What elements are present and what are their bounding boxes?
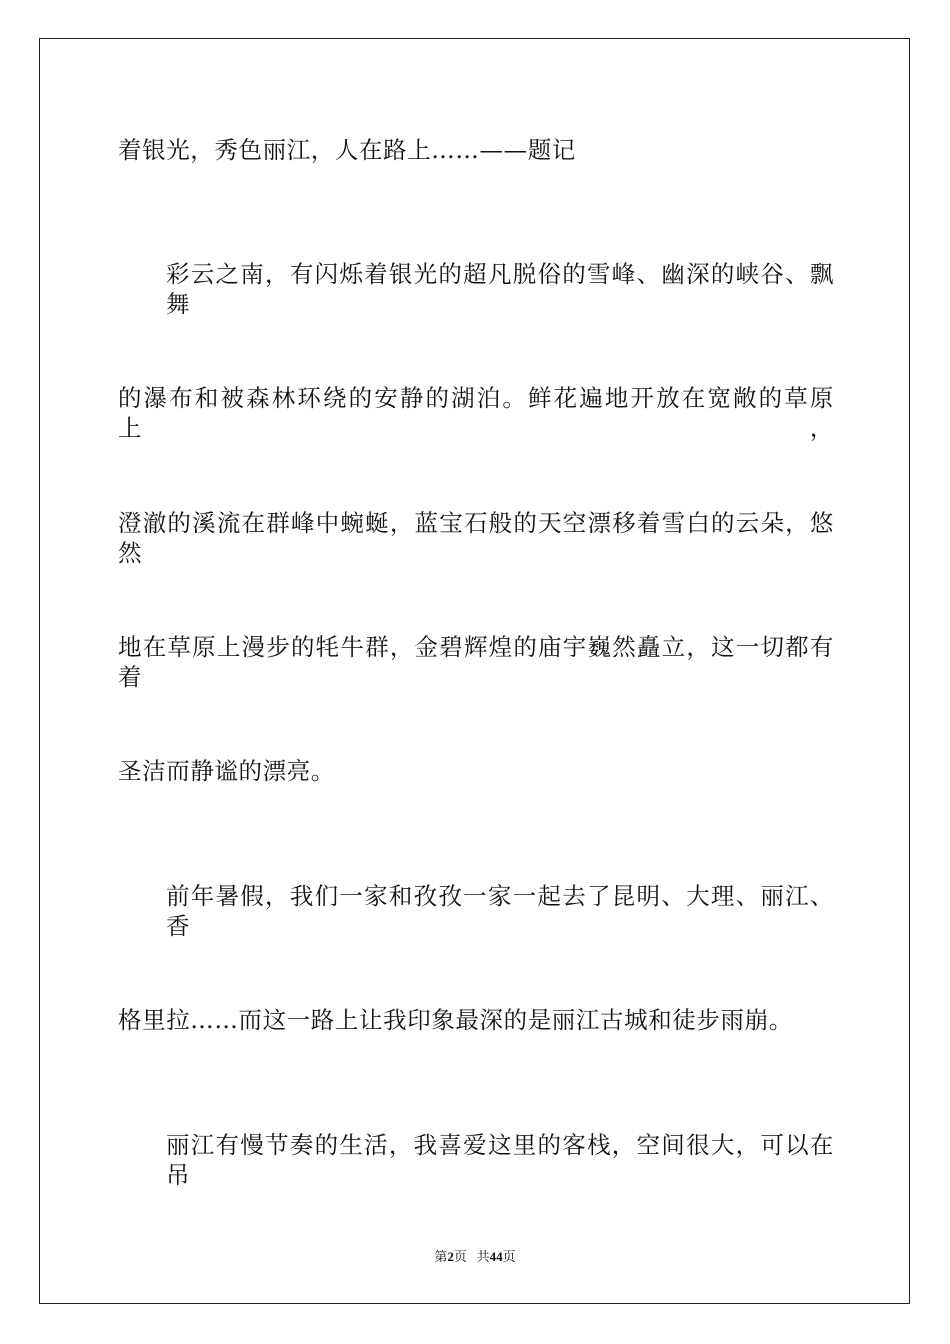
paragraph-3-line-1: 丽江有慢节奏的生活，我喜爱这里的客栈，空间很大，可以在吊 [166,1131,834,1189]
page-border [39,38,910,1304]
footer-total-suffix: 页 [502,1249,516,1264]
page-footer [0,1248,950,1266]
paragraph-2-line-1: 前年暑假，我们一家和孜孜一家一起去了昆明、大理、丽江、香 [166,882,834,940]
paragraph-1-line-5: 圣洁而静谧的漂亮。 [118,757,335,785]
footer-page-total: 44 [489,1249,503,1264]
paragraph-1-line-1: 彩云之南，有闪烁着银光的超凡脱俗的雪峰、幽深的峡谷、飘舞 [166,260,834,318]
text-line-1: 着银光，秀色丽江，人在路上……——题记 [118,136,576,164]
paragraph-1-line-4: 地在草原上漫步的牦牛群，金碧辉煌的庙宇巍然矗立，这一切都有着 [118,633,834,691]
footer-page-current: 2 [447,1249,454,1264]
footer-total-prefix: 共 [476,1249,490,1264]
paragraph-2-line-2: 格里拉……而这一路上让我印象最深的是丽江古城和徒步雨崩。 [118,1006,793,1034]
paragraph-1-line-2: 的瀑布和被森林环绕的安静的湖泊。鲜花遍地开放在宽敞的草原上， [118,384,834,442]
paragraph-1-line-3: 澄澈的溪流在群峰中蜿蜒，蓝宝石般的天空漂移着雪白的云朵，悠然 [118,509,834,567]
footer-page-prefix: 第 [434,1249,448,1264]
footer-page-suffix: 页 [453,1249,467,1264]
